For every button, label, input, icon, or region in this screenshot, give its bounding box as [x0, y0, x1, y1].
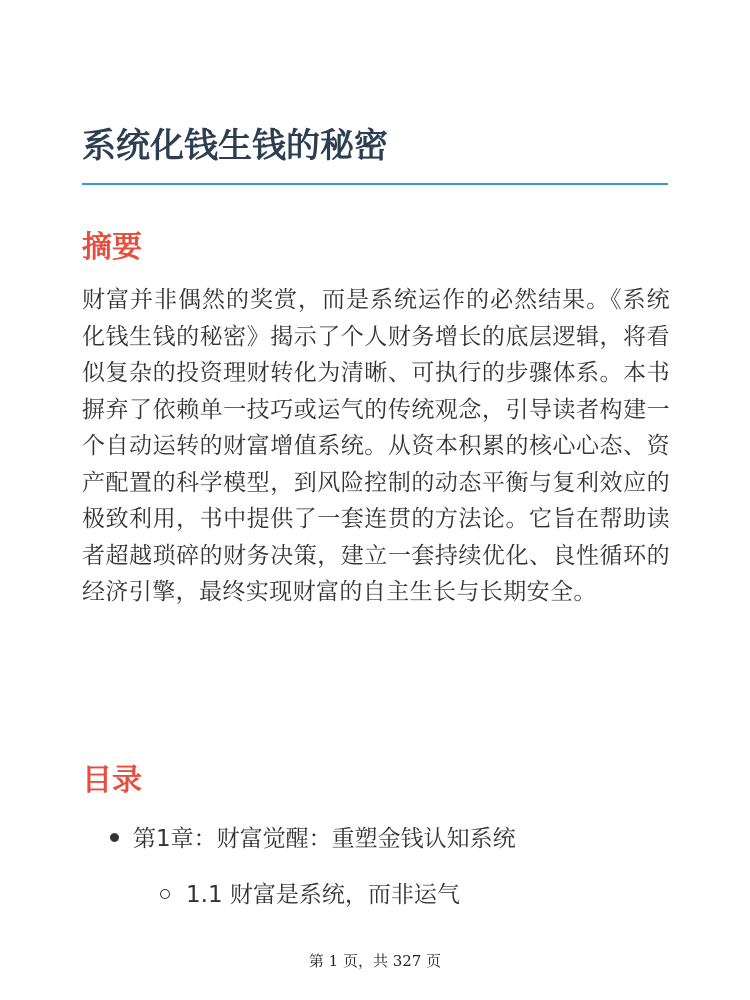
- summary-paragraph: 财富并非偶然的奖赏，而是系统运作的必然结果。《系统化钱生钱的秘密》揭示了个人财务增长的底层逻辑，将看似复杂的投资理财转化为清晰、可执行的步骤体系。本书摒弃了依赖单一技巧或运气的传统观念，引导读者构建一个自动运转的财富增值系统。从资本积累的核心心态、资产配置的科学模型，到风险控制的动态平衡与复利效应的极致利用，书中提供了一套连贯的方法论。它旨在帮助读者超越琐碎的财务决策，建立一套持续优化、良性循环的经济引擎，最终实现财富的自主生长与长期安全。: [82, 287, 670, 605]
- hollow-bullet-icon: [160, 889, 170, 899]
- document-title: 系统化钱生钱的秘密: [82, 126, 388, 166]
- toc-section-label: 1.1 财富是系统，而非运气: [186, 882, 460, 908]
- page-number-footer: 第 1 页，共 327 页: [308, 952, 442, 970]
- toc-chapter-item[interactable]: [110, 820, 516, 853]
- filled-bullet-icon: [110, 833, 119, 842]
- toc-chapter-label: 第1章：财富觉醒：重塑金钱认知系统: [133, 826, 516, 852]
- summary-heading: 摘要: [82, 230, 142, 265]
- toc-section-item[interactable]: [160, 876, 460, 909]
- title-divider: [82, 183, 668, 185]
- toc-heading: 目录: [82, 763, 142, 798]
